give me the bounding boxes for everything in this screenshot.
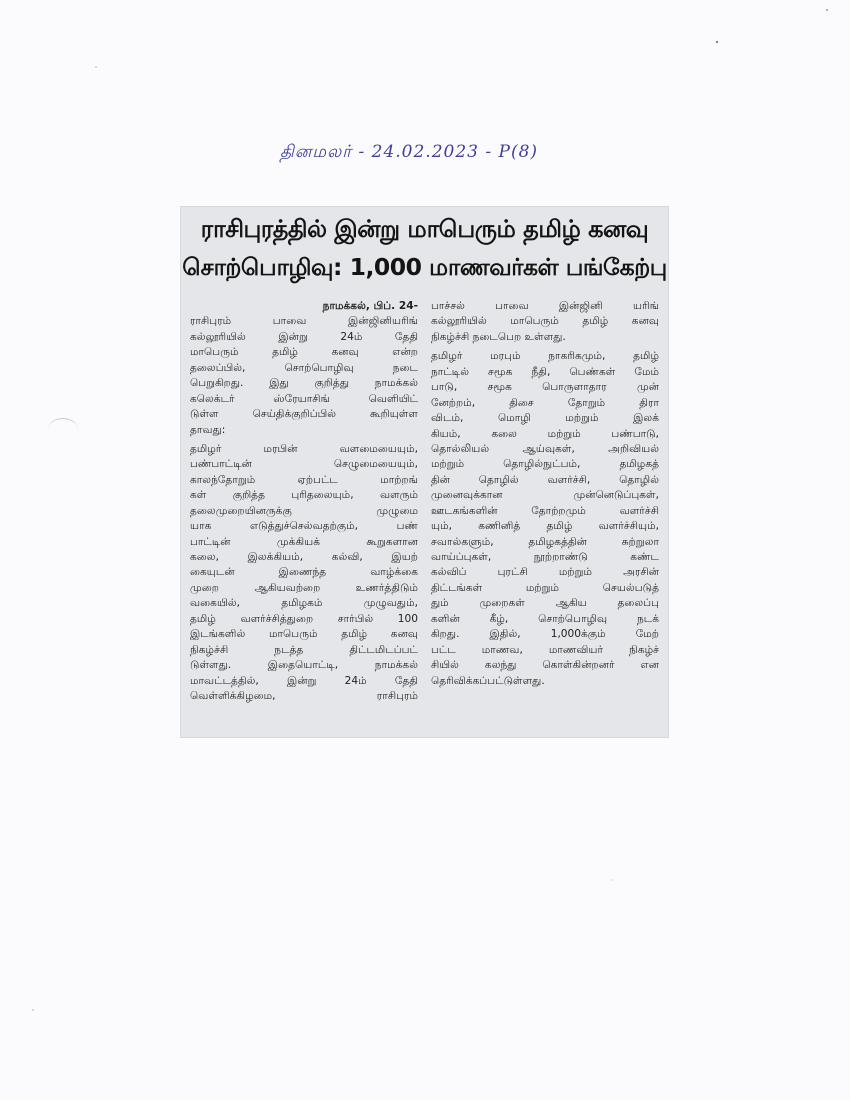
text-line: சவால்களும், தமிழகத்தின் சுற்றுலா	[431, 535, 659, 548]
text-line: கியம், கலை மற்றும் பண்பாடு,	[431, 427, 659, 440]
text-line: பாடு, சமூக பொருளாதார முன்	[431, 381, 659, 394]
headline-line-2: சொற்பொழிவு: 1,000 மாணவர்கள் பங்கேற்பு	[182, 253, 667, 281]
text-line: கள் குறித்த புரிதலையும், வளரும்	[190, 489, 418, 502]
text-line: சியில் கலந்து கொள்கின்றனர் என	[431, 659, 659, 672]
text-line: மாவட்டத்தில், இன்று 24ம் தேதி	[190, 674, 418, 687]
text-line: விடம், மொழி மற்றும் இலக்	[431, 412, 659, 425]
text-line: இடங்களில் மாபெரும் தமிழ் கனவு	[190, 628, 418, 641]
newspaper-clipping	[181, 207, 668, 737]
text-line: வகையில், தமிழகம் முழுவதும்,	[190, 597, 418, 610]
text-line: நிகழ்ச்சி நடைபெற உள்ளது.	[431, 330, 566, 343]
text-line: கையுடன் இணைந்த வாழ்க்கை	[190, 566, 418, 579]
text-line: னேற்றம், திசை தோறும் திரா	[431, 396, 659, 409]
text-line: திட்டங்கள் மற்றும் செயல்படுத்	[431, 581, 659, 594]
text-line: நிகழ்ச்சி நடத்த திட்டமிடப்பட்	[190, 643, 418, 656]
text-line: பெறுகிறது. இது குறித்து நாமக்கல்	[190, 377, 418, 390]
text-line: கல்லூரியில் இன்று 24ம் தேதி	[190, 330, 418, 343]
text-line: கல்விப் புரட்சி மற்றும் அரசின்	[431, 566, 659, 579]
text-line: ஊடகங்களின் தோற்றமும் வளர்ச்சி	[431, 504, 659, 517]
text-line: தலைமுறையினருக்கு முழுமை	[190, 504, 418, 517]
dateline: நாமக்கல், பிப். 24-	[322, 300, 418, 312]
text-line: மற்றும் தொழில்நுட்பம், தமிழகத்	[431, 458, 659, 471]
headline-line-1: ராசிபுரத்தில் இன்று மாபெரும் தமிழ் கனவு	[200, 215, 649, 243]
text-line: பாட்டின் முக்கியக் கூறுகளான	[190, 535, 418, 548]
text-line: யும், கணினித் தமிழ் வளர்ச்சியும்,	[431, 520, 659, 533]
text-line: கலெக்டர் ஸ்ரேயாசிங் வெளியிட்	[190, 392, 418, 405]
text-line: பாச்சல் பாவை இன்ஜினி யரிங்	[431, 300, 659, 312]
text-line: கிறது. இதில், 1,000க்கும் மேற்	[431, 628, 659, 641]
article-right-column	[431, 299, 659, 689]
text-line: களின் கீழ், சொற்பொழிவு நடக்	[431, 612, 659, 625]
text-line: தெரிவிக்கப்பட்டுள்ளது.	[431, 674, 545, 687]
text-line: முறை ஆகியவற்றை உணர்த்திடும்	[190, 581, 418, 594]
text-line: தமிழர் மரபின் வளமையையும்,	[190, 442, 418, 455]
text-line: தமிழ் வளர்ச்சித்துறை சார்பில் 100	[190, 612, 418, 625]
article-left-column	[190, 299, 418, 704]
text-line: கல்லூரியில் மாபெரும் தமிழ் கனவு	[431, 315, 659, 328]
text-line: டுள்ள செய்திக்குறிப்பில் கூறியுள்ள	[190, 408, 418, 421]
text-line: பட்ட மாணவ, மாணவியர் நிகழ்ச்	[431, 643, 659, 656]
text-line: கலை, இலக்கியம், கல்வி, இயற்	[190, 551, 418, 563]
text-line: யாக எடுத்துச்செல்வதற்கும், பண்	[190, 520, 418, 533]
text-line: வாய்ப்புகள், நூற்றாண்டு கண்ட	[431, 551, 659, 563]
text-line: தின் தொழில் வளர்ச்சி, தொழில்	[431, 473, 659, 486]
text-line: ராசிபுரம் பாவை இன்ஜினியரிங்	[190, 315, 418, 328]
text-line: பண்பாட்டின் செழுமையையும்,	[190, 458, 418, 471]
text-line: மாபெரும் தமிழ் கனவு என்ற	[190, 346, 418, 359]
text-line: தும் முறைகள் ஆகிய தலைப்பு	[431, 597, 659, 610]
text-line: தாவது:	[190, 423, 226, 436]
handwritten-source-note: தினமலர் - 24.02.2023 - P(8)	[280, 142, 539, 162]
text-line: டுள்ளது. இதையொட்டி, நாமக்கல்	[190, 659, 418, 672]
text-line: தமிழர் மரபும் நாகரிகமும், தமிழ்	[431, 350, 659, 363]
text-line: முனைவுக்கான முன்னெடுப்புகள்,	[431, 489, 659, 502]
text-line: நாட்டில் சமூக நீதி, பெண்கள் மேம்	[431, 365, 659, 378]
text-line: காலந்தோறும் ஏற்பட்ட மாற்றங்	[190, 473, 418, 486]
text-line: தொல்லியல் ஆய்வுகள், அறிவியல்	[431, 442, 659, 455]
text-line: வெள்ளிக்கிழமை, ராசிபுரம்	[190, 689, 418, 702]
punch-hole-mark	[48, 418, 78, 441]
text-line: தலைப்பில், சொற்பொழிவு நடை	[190, 361, 418, 374]
